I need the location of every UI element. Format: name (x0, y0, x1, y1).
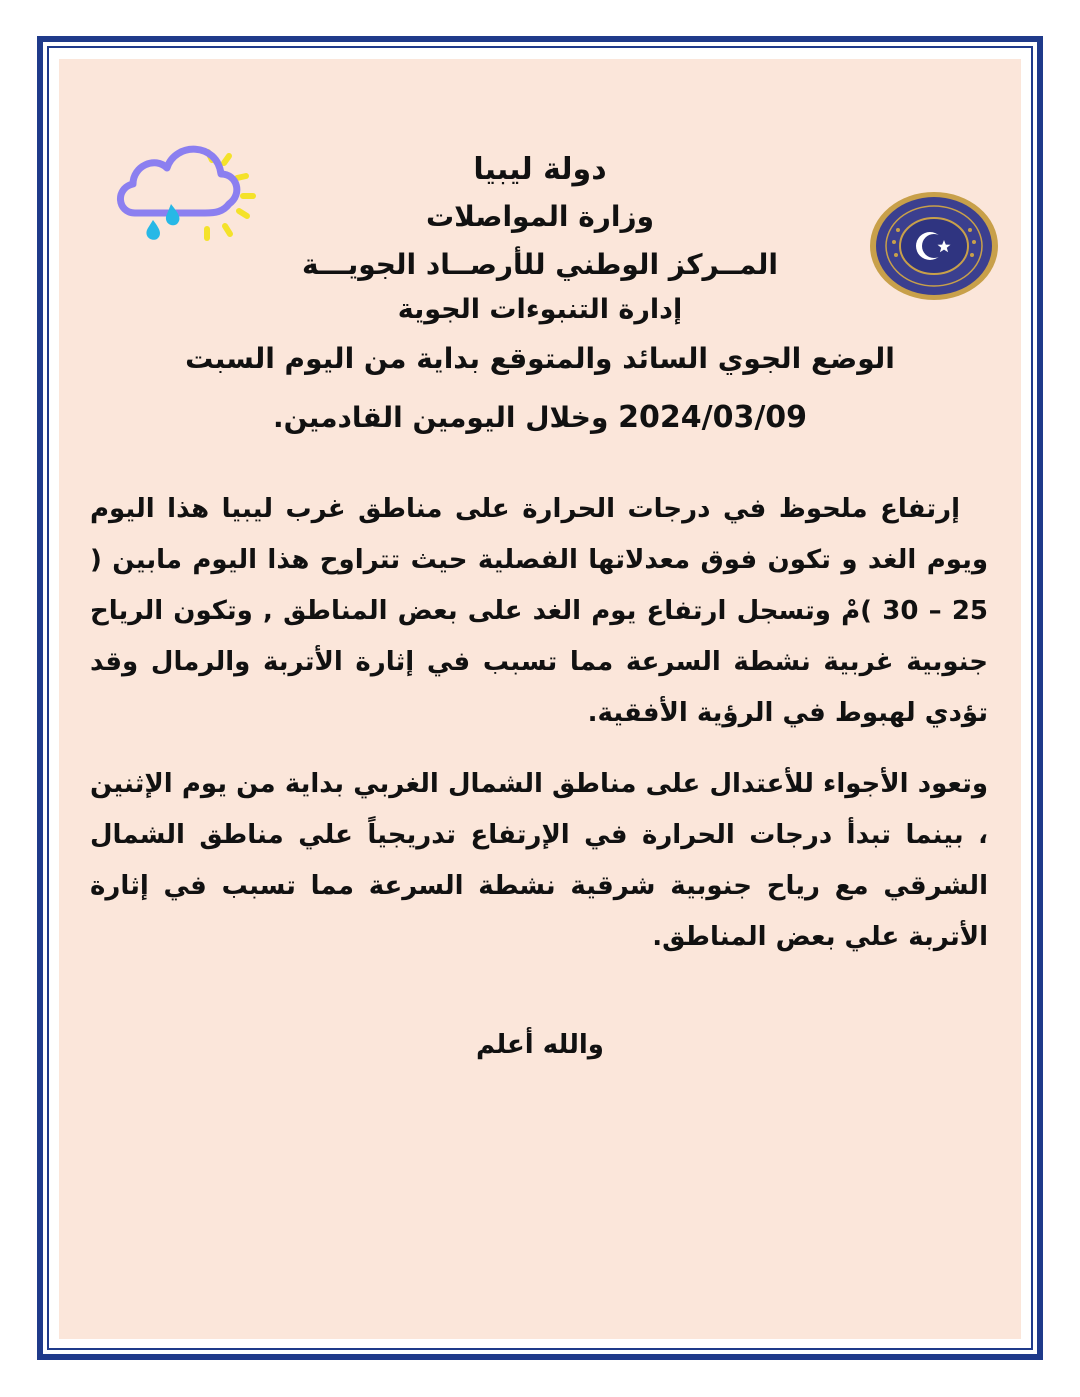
ministry-name: وزارة المواصلات (425, 200, 654, 233)
center-name: المــركز الوطني للأرصــاد الجويـــة (302, 248, 778, 281)
department-name: إدارة التنبوءات الجوية (397, 294, 683, 325)
report-title: الوضع الجوي السائد والمتوقع بداية من اليوم السبت (185, 342, 895, 375)
report-subtitle (59, 400, 1021, 435)
report-subtitle-rest: وخلال اليومين القادمين. (272, 401, 619, 434)
state-name: دولة ليبيا (473, 152, 607, 187)
forecast-paragraph-2: وتعود الأجواء للأعتدال على مناطق الشمال الغربي بداية من يوم الإثنين ، بينما تبدأ درجات الحرارة في الإرتفاع تدريجياً علي مناطق الشمال الشرقي مع رياح جنوبية شرقية نشطة السرعة مما تسبب في إثارة الأتربة علي بعض المناطق. (90, 769, 988, 952)
closing-phrase: والله أعلم (476, 1030, 604, 1060)
forecast-paragraph-1: إرتفاع ملحوظ في درجات الحرارة على مناطق غرب ليبيا هذا اليوم ويوم الغد و تكون فوق معدلاتها الفصلية حيث تتراوح هذا اليوم مابين ( 25 – 30 )مْ وتسجل ارتفاع يوم الغد على بعض المناطق , وتكون الرياح جنوبية غربية نشطة السرعة مما تسبب في إثارة الأتربة والرمال وقد تؤدي لهبوط في الرؤية الأفقية. (90, 494, 988, 728)
report-body (90, 484, 988, 963)
report-date: 2024/03/09 (618, 400, 808, 435)
